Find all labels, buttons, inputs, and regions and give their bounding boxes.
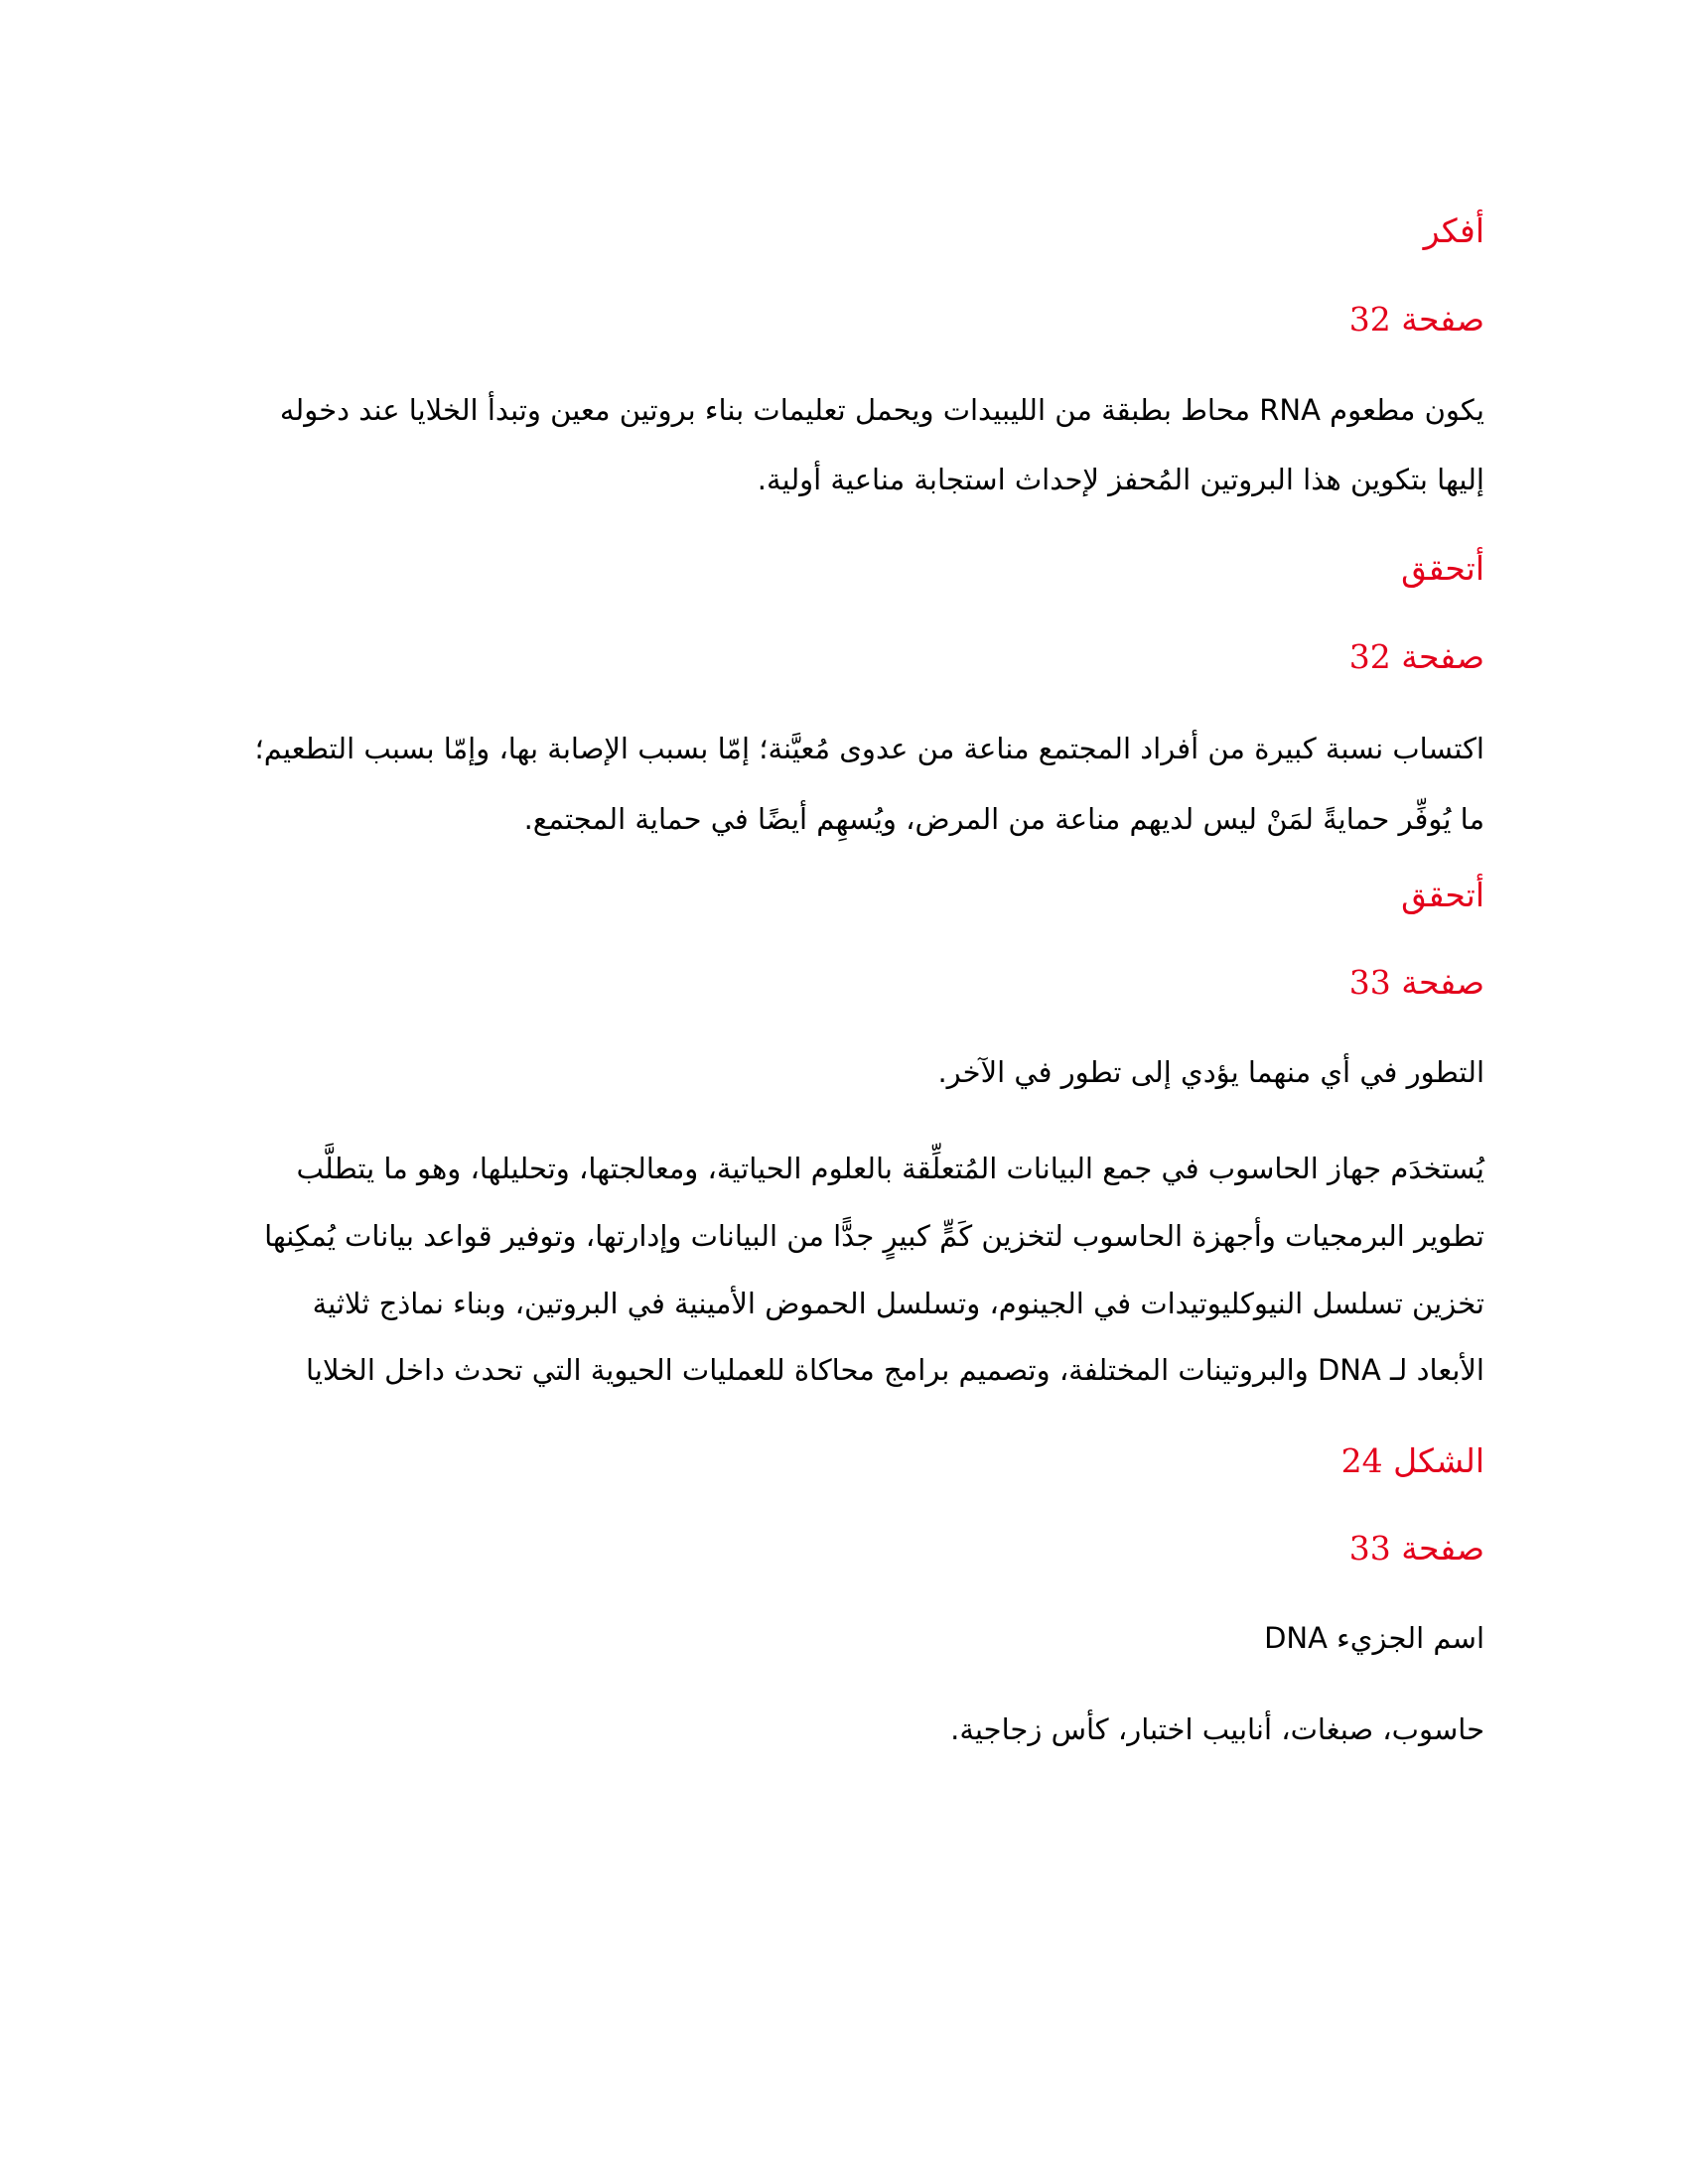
section-heading-verify: أتحقق (1401, 876, 1484, 914)
page-reference: صفحة 32 (1348, 637, 1484, 676)
section-heading-verify: أتحقق (1401, 549, 1484, 588)
answer-text-line: التطور في أي منهما يؤدي إلى تطور في الآخر. (937, 1055, 1484, 1089)
answer-text-line: اسم الجزيء DNA (1264, 1621, 1484, 1655)
answer-text-line: ما يُوفِّر حمايةً لمَنْ ليس لديهم مناعة من المرض، ويُسهِم أيضًا في حماية المجتمع. (523, 802, 1484, 836)
answer-text-line: تخزين تسلسل النيوكليوتيدات في الجينوم، وتسلسل الحموض الأمينية في البروتين، وبناء نماذج ثلاثية (312, 1287, 1484, 1320)
answer-text-line: يُستخدَم جهاز الحاسوب في جمع البيانات المُتعلِّقة بالعلوم الحياتية، ومعالجتها، وتحليلها، وهو ما يتطلَّب (296, 1152, 1484, 1185)
answer-text-line: تطوير البرمجيات وأجهزة الحاسوب لتخزين كَمٍّ كبيرٍ جدًّا من البيانات وإدارتها، وتوفير قواعد بيانات يُمكِنها (264, 1219, 1484, 1253)
page-reference: صفحة 33 (1348, 963, 1484, 1002)
section-heading-figure: الشكل 24 (1340, 1441, 1484, 1480)
answer-text-line: يكون مطعوم RNA محاط بطبقة من الليبيدات ويحمل تعليمات بناء بروتين معين وتبدأ الخلايا عند دخوله (279, 393, 1484, 427)
answer-text-line: الأبعاد لـ DNA والبروتينات المختلفة، وتصميم برامج محاكاة للعمليات الحيوية التي تحدث داخل الخلايا (306, 1353, 1484, 1387)
page-reference: صفحة 32 (1348, 300, 1484, 339)
answer-text-line: حاسوب، صبغات، أنابيب اختبار، كأس زجاجية. (950, 1712, 1484, 1746)
answer-text-line: إليها بتكوين هذا البروتين المُحفز لإحداث استجابة مناعية أولية. (757, 463, 1484, 496)
page-reference: صفحة 33 (1348, 1529, 1484, 1568)
answer-text-line: اكتساب نسبة كبيرة من أفراد المجتمع مناعة من عدوى مُعيَّنة؛ إمّا بسبب الإصابة بها، وإمّا بسبب التطعيم؛ (254, 732, 1484, 765)
section-heading-think: أفكر (1423, 211, 1484, 250)
